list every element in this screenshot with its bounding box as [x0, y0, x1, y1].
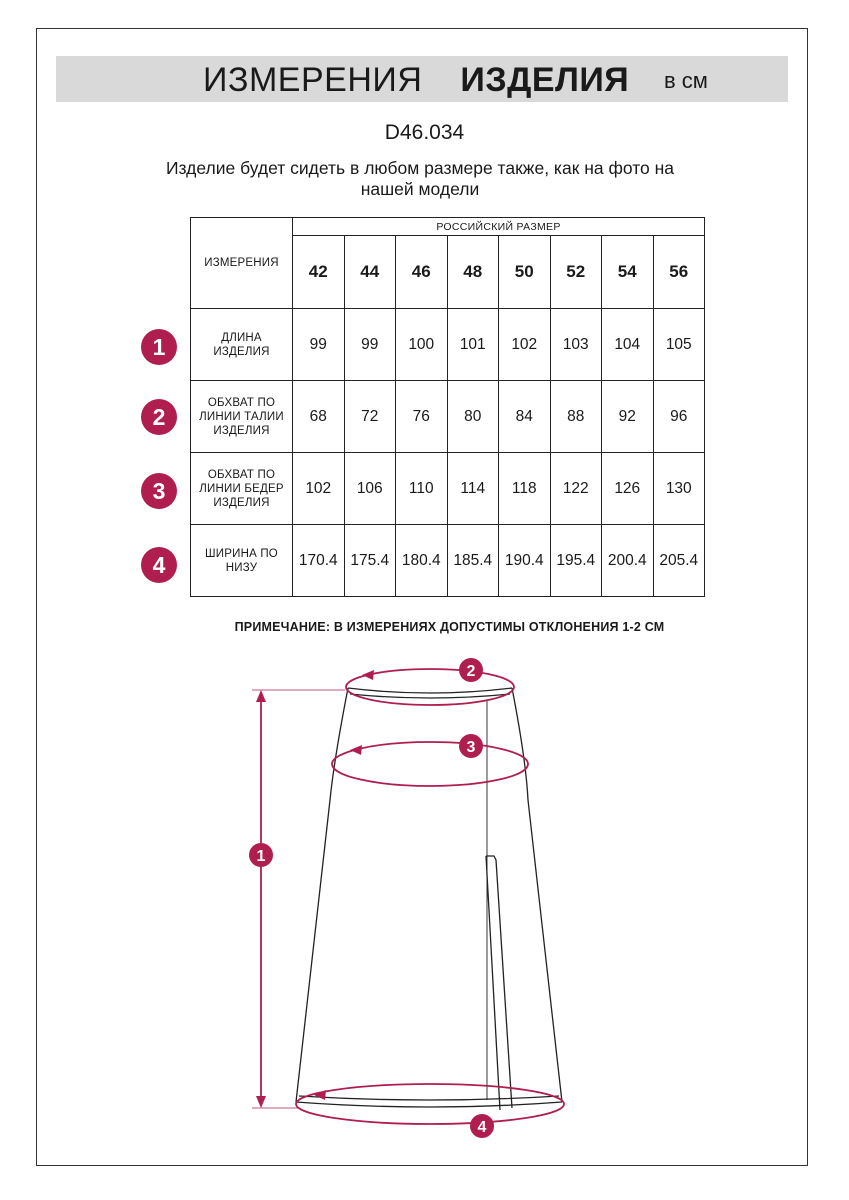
skirt-diagram [0, 640, 849, 1160]
svg-text:1: 1 [256, 848, 266, 865]
size-header: 52 [550, 236, 602, 309]
table-cell: 114 [447, 453, 499, 525]
title-unit: в см [664, 68, 708, 93]
hem-arrow-icon [314, 1090, 326, 1100]
table-cell: 118 [499, 453, 551, 525]
table-cell: 122 [550, 453, 602, 525]
label-line: ЛИНИИ БЕДЕР [199, 482, 284, 495]
table-cell: 103 [550, 309, 602, 381]
subtitle-line-1: Изделие будет сидеть в любом размере также, как на фото на [165, 158, 675, 178]
table-cell: 99 [293, 309, 345, 381]
table-cell: 130 [653, 453, 705, 525]
table-cell: 105 [653, 309, 705, 381]
svg-text:4: 4 [477, 1119, 487, 1136]
marker-length [249, 843, 273, 867]
hips-arrow-icon [350, 745, 362, 755]
table-cell: 102 [499, 309, 551, 381]
table-cell: 99 [344, 309, 396, 381]
label-line: ОБХВАТ ПО [207, 396, 276, 409]
table-cell: 100 [396, 309, 448, 381]
label-line: ОБХВАТ ПО [207, 468, 276, 481]
table-cell: 84 [499, 381, 551, 453]
size-header: 44 [344, 236, 396, 309]
table-cell: 185.4 [447, 525, 499, 597]
row-label-hem-width [191, 525, 293, 597]
label-line: ШИРИНА ПО [205, 547, 278, 560]
table-cell: 72 [344, 381, 396, 453]
size-table [190, 217, 705, 597]
row-number-badge: 2 [141, 399, 177, 435]
table-cell: 195.4 [550, 525, 602, 597]
table-cell: 104 [602, 309, 654, 381]
table-cell: 180.4 [396, 525, 448, 597]
size-header: 48 [447, 236, 499, 309]
table-cell: 76 [396, 381, 448, 453]
table-cell: 68 [293, 381, 345, 453]
size-header: 46 [396, 236, 448, 309]
label-line: ИЗДЕЛИЯ [213, 496, 270, 509]
size-header: 50 [499, 236, 551, 309]
table-row [191, 309, 705, 381]
label-line: ЛИНИИ ТАЛИИ [199, 410, 284, 423]
table-cell: 102 [293, 453, 345, 525]
table-row [191, 453, 705, 525]
table-header-row-top [191, 218, 705, 236]
table-cell: 126 [602, 453, 654, 525]
table-cell: 170.4 [293, 525, 345, 597]
title-regular: ИЗМЕРЕНИЯ [203, 61, 423, 99]
table-cell: 96 [653, 381, 705, 453]
row-number-badge: 1 [141, 329, 177, 365]
row-number-badge: 3 [141, 473, 177, 509]
label-line: ИЗДЕЛИЯ [213, 424, 270, 437]
row-label-length [191, 309, 293, 381]
table-cell: 92 [602, 381, 654, 453]
table-cell: 88 [550, 381, 602, 453]
marker-waist [459, 658, 483, 682]
svg-text:2: 2 [466, 663, 476, 680]
product-code: D46.034 [384, 121, 465, 144]
subtitle [140, 158, 700, 200]
marker-hem [470, 1114, 494, 1138]
label-line: НИЗУ [225, 561, 258, 574]
marker-hips [459, 734, 483, 758]
table-cell: 106 [344, 453, 396, 525]
page-title [203, 60, 629, 100]
corner-label: ИЗМЕРЕНИЯ [191, 218, 293, 309]
size-header: 54 [602, 236, 654, 309]
table-cell: 80 [447, 381, 499, 453]
size-header: 56 [653, 236, 705, 309]
skirt-outline [296, 688, 562, 1110]
label-line: ДЛИНА [221, 331, 262, 344]
table-cell: 110 [396, 453, 448, 525]
table-cell: 190.4 [499, 525, 551, 597]
table-cell: 175.4 [344, 525, 396, 597]
size-header: 42 [293, 236, 345, 309]
table-row [191, 381, 705, 453]
svg-text:3: 3 [466, 739, 476, 756]
row-number-badge: 4 [141, 547, 177, 583]
tolerance-note: ПРИМЕЧАНИЕ: В ИЗМЕРЕНИЯХ ДОПУСТИМЫ ОТКЛОНЕНИЯ 1-2 СМ [234, 620, 665, 634]
subtitle-line-2: нашей модели [360, 179, 480, 199]
table-cell: 205.4 [653, 525, 705, 597]
table-cell: 200.4 [602, 525, 654, 597]
table-row [191, 525, 705, 597]
table-cell: 101 [447, 309, 499, 381]
title-bold: ИЗДЕЛИЯ [460, 61, 630, 99]
label-line: ИЗДЕЛИЯ [213, 345, 270, 358]
size-system-label: РОССИЙСКИЙ РАЗМЕР [293, 218, 705, 236]
row-label-hips [191, 453, 293, 525]
waist-arrow-icon [362, 670, 374, 680]
row-label-waist [191, 381, 293, 453]
length-measure [252, 690, 345, 1108]
